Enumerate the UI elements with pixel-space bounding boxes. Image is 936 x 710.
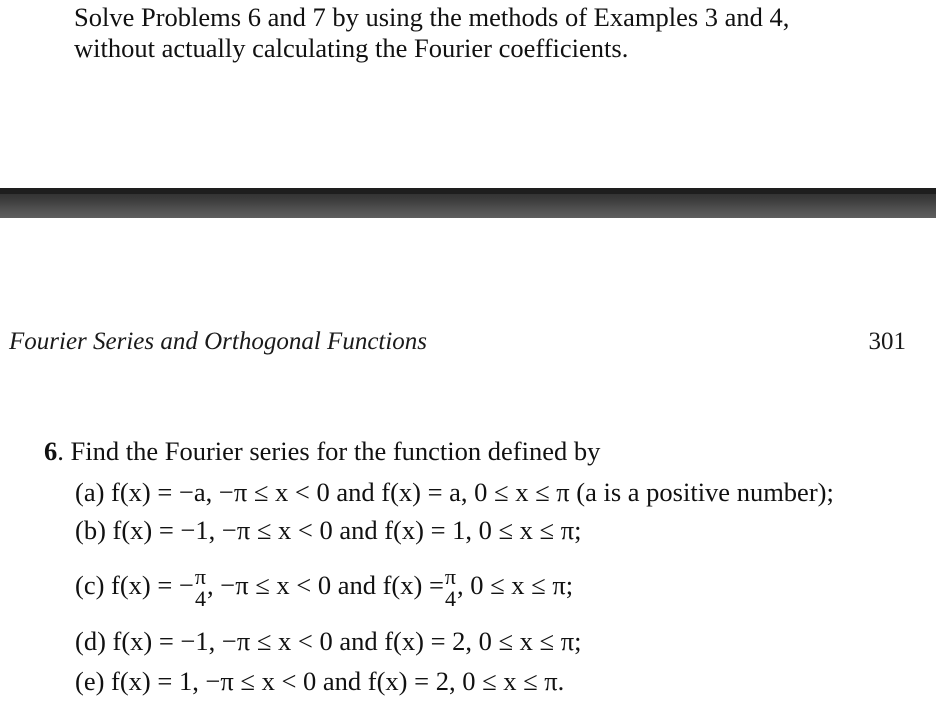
part-b: (b) f(x) = −1, −π ≤ x < 0 and f(x) = 1, 0 ≤ x ≤ π; [75, 515, 582, 545]
running-title: Fourier Series and Orthogonal Functions [9, 328, 428, 355]
fraction-denominator: 4 [194, 586, 206, 611]
part-e: (e) f(x) = 1, −π ≤ x < 0 and f(x) = 2, 0 ≤ x ≤ π. [75, 666, 565, 696]
intro-paragraph [74, 2, 924, 64]
part-c-suffix: , 0 ≤ x ≤ π; [457, 570, 574, 601]
fraction-numerator: π [194, 564, 207, 589]
fraction-pi-over-4 [195, 566, 206, 610]
intro-line-1: Solve Problems 6 and 7 by using the methods of Examples 3 and 4, [74, 2, 790, 32]
problem-number: 6 [44, 436, 58, 466]
fraction-denominator: 4 [444, 586, 456, 611]
part-d: (d) f(x) = −1, −π ≤ x < 0 and f(x) = 2, 0 ≤ x ≤ π; [75, 626, 582, 656]
fraction-numerator: π [444, 564, 456, 589]
problem-stem [44, 435, 924, 467]
problem-stem-text: . Find the Fourier series for the function defined by [57, 436, 601, 466]
fraction-pi-over-4 [445, 566, 456, 610]
page-number: 301 [868, 328, 906, 355]
part-a: (a) f(x) = −a, −π ≤ x < 0 and f(x) = a, 0 ≤ x ≤ π (a is a positive number); [75, 477, 834, 507]
part-c-prefix: (c) f(x) = − [75, 570, 194, 601]
part-c [75, 566, 925, 610]
page-divider-band [0, 188, 936, 218]
part-c-middle: , −π ≤ x < 0 and f(x) = [207, 570, 444, 601]
intro-line-2: without actually calculating the Fourier coefficients. [74, 33, 629, 63]
